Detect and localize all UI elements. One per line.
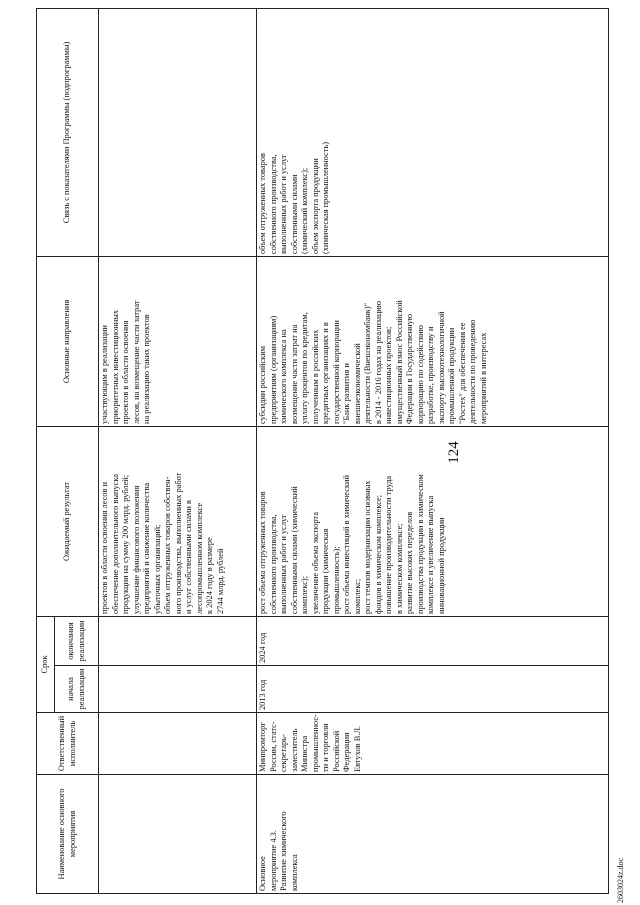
cell-main-directions: субсидии российским предприятиям (организациям) химического комплекса на возмещение части затрат на уплату процентов по кредитам, полученным в российских кредитных организациях и в государственной корпорации "Банк развития и внешнеэкономической деятельности (Внешэкономбанк)" в 2014 - 2016 годах на реализацию инвестиционных проектов; имущественный взнос Российской Федерации в Государственную корпорацию по содействию разработке, производству и экспорту высокотехнологичной промышленной продукции "Ростех" для обеспечения ее деятельности по проведению мероприятий в интересах [257,257,609,427]
cell-start-empty [99,666,257,713]
header-name: Наименование основного мероприятия [37,775,99,894]
header-directions: Основные направления [37,257,99,427]
cell-end-empty [99,617,257,666]
cell-activity-name: Основное мероприятие 4.3. Развитие химического комплекса [257,775,609,894]
header-start: начала реализации [55,666,99,713]
cell-executor-empty [99,713,257,775]
cell-start-year: 2013 год [257,666,609,713]
table-row-activity-4-3 [257,9,609,894]
header-term: Срок [37,617,55,713]
cell-name-empty [99,775,257,894]
cell-directions-continued: участвующим в реализации приоритетных инвестиционных проектов в области освоения лесов, на возмещение части затрат на реализацию таких проектов [99,257,257,427]
cell-indicator-link: объем отгруженных товаров собственного производства, выполненных работ и услуг собственными силами (химический комплекс); объем экспорта продукции (химическая промышленность) [257,9,609,257]
header-end: окончания реализации [55,617,99,666]
cell-link-empty [99,9,257,257]
cell-executor: Минпромторг России, статс- секретарь- заместитель Министра промышленнос- ти и торговли Российской Федерации Евтухов В.Л. [257,713,609,775]
header-link: Связь с показателями Программы (подпрограммы) [37,9,99,257]
document-code: 2603024z.doc [616,857,625,903]
cell-result-continued: проектов в области освоения лесов и обеспечение дополнительного выпуска продукции на сумму 200 млрд. рублей; улучшение финансового положения предприятий и снижение количества убыточных организаций; объем отгруженных товаров собствен- ного производства, выполненных работ и услуг собственными силами в лесопромышленном комплексе к 2024 году в размере 2744 млрд. рублей [99,427,257,617]
table-row-continued [99,9,257,894]
cell-expected-result: рост объема отгруженных товаров собственного производства, выполненных работ и услуг собственными силами (химический комплекс); увеличение объема экспорта продукции (химическая промышленность); рост объема инвестиций в химический комплекс; рост темпов модернизации основных фондов в химическом комплексе; повышение производительности труда в химическом комплексе; развитие высоких переделов производства продукции в химическом комплексе и увеличение выпуска инновационной продукции [257,427,609,617]
cell-end-year: 2024 год [257,617,609,666]
header-executor: Ответственный исполнитель [37,713,99,775]
page-number: 124 [446,441,462,464]
program-table [36,8,609,894]
header-result: Ожидаемый результат [37,427,99,617]
